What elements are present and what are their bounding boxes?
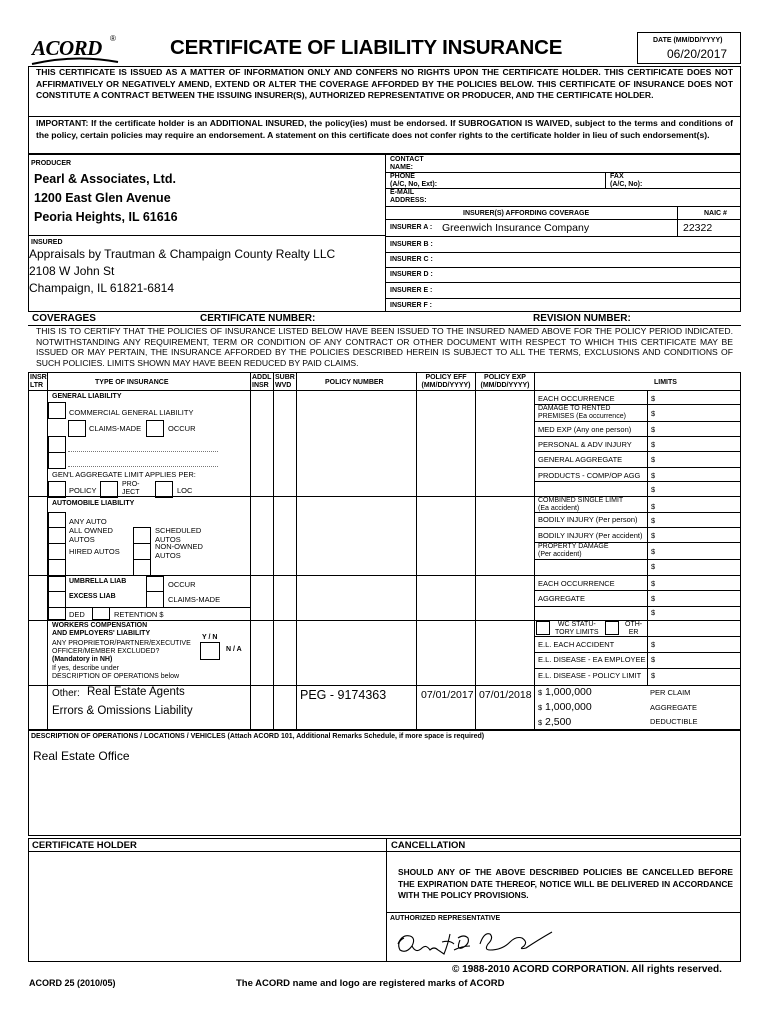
producer-line-2[interactable]: 1200 East Glen Avenue	[34, 191, 171, 205]
prop-2: OFFICER/MEMBER EXCLUDED?	[52, 648, 160, 655]
gl-claims-made-checkbox-1[interactable]	[68, 420, 86, 437]
insurer-a-name[interactable]: Greenwich Insurance Company	[442, 222, 590, 234]
other-exp-date[interactable]: 07/01/2018	[479, 689, 532, 701]
wc-describe	[52, 665, 179, 681]
dollar-2: $	[651, 409, 656, 418]
date-label: DATE (MM/DD/YYYY)	[653, 37, 723, 44]
important-text: IMPORTANT: If the certificate holder is an ADDITIONAL INSURED, the policy(ies) must be endorsed. If SUBROGATION IS WAIVED, subject to the terms and conditions of the policy, certain policies may require an endorsement. A statement on this certificate does not confer rights to the certificate holder in lieu of such endorsement(s).	[36, 118, 733, 140]
gl-blank-checkbox-2[interactable]	[48, 452, 66, 469]
wc-title-1: WORKERS COMPENSATION	[52, 622, 148, 629]
other-amount-2[interactable]: 1,000,000	[545, 701, 592, 713]
copyright: © 1988-2010 ACORD CORPORATION. All rights reserved.	[452, 964, 722, 975]
project-2: JECT	[122, 489, 140, 496]
excess-claims-made: CLAIMS-MADE	[168, 595, 221, 604]
gl-blank-checkbox-1[interactable]	[48, 436, 66, 453]
wc-other	[625, 621, 642, 637]
other-dollar-2: $	[538, 703, 543, 712]
insured-line-2[interactable]: 2108 W John St	[29, 264, 115, 278]
other-label: Other:	[52, 688, 80, 699]
contact-label-2: NAME:	[390, 164, 413, 171]
producer-label: PRODUCER	[31, 160, 72, 167]
fax-label	[610, 173, 642, 189]
limit-bi-accident: BODILY INJURY (Per accident)	[538, 531, 643, 540]
excess-liab: EXCESS LIAB	[69, 593, 116, 600]
auto-non-owned-checkbox[interactable]	[133, 543, 151, 560]
insurer-b-label: INSURER B :	[390, 241, 433, 248]
insurers-header: INSURER(S) AFFORDING COVERAGE	[463, 210, 590, 217]
limit-med-exp: MED EXP (Any one person)	[538, 425, 632, 434]
gl-occur: OCCUR	[168, 424, 196, 433]
col-addl	[252, 374, 271, 390]
gl-cgl: COMMERCIAL GENERAL LIABILITY	[69, 408, 194, 417]
non-owned-1: NON-OWNED	[155, 542, 203, 551]
all-owned-1: ALL OWNED	[69, 526, 113, 535]
email-label	[390, 189, 427, 205]
scheduled-2: AUTOS	[155, 534, 181, 544]
fax-label-2: (A/C, No):	[610, 181, 643, 188]
auto-any: ANY AUTO	[69, 517, 107, 526]
scheduled-1: SCHEDULED	[155, 526, 202, 535]
insr-2: LTR	[30, 382, 44, 389]
other-line-2[interactable]: Errors & Omissions Liability	[52, 705, 193, 717]
auto-hired: HIRED AUTOS	[69, 547, 120, 556]
insurer-a-naic[interactable]: 22322	[683, 222, 713, 234]
auto-hired-checkbox[interactable]	[48, 543, 66, 560]
insurer-f-label: INSURER F :	[390, 302, 432, 309]
col-exp	[477, 374, 533, 390]
dollar-15: $	[651, 608, 656, 617]
wc-statutory	[555, 621, 599, 637]
col-policy-number: POLICY NUMBER	[325, 379, 384, 386]
dollar-14: $	[651, 594, 656, 603]
pd-1: PROPERTY DAMAGE	[538, 543, 609, 550]
dollar-16: $	[651, 640, 656, 649]
gl-claims-made: CLAIMS-MADE	[89, 424, 142, 433]
other-amount-3[interactable]: 2,500	[545, 716, 572, 728]
combined-1: COMBINED SINGLE LIMIT	[538, 497, 624, 504]
coverages-text: THIS IS TO CERTIFY THAT THE POLICIES OF INSURANCE LISTED BELOW HAVE BEEN ISSUED TO THE INSURED NAMED ABOVE FOR THE POLICY PERIOD INDICATED. NOTWITHSTANDING ANY REQUIREMENT, TERM OR CONDITION OF ANY CONTRACT OR OTHER DOCUMENT WITH RESPECT TO WHICH THIS CERTIFICATE MAY BE ISSUED OR MAY PERTAIN, THE INSURANCE AFFORDED BY THE POLICIES DESCRIBED HEREIN IS SUBJECT TO ALL THE TERMS, EXCLUSIONS AND CONDITIONS OF SUCH POLICIES. LIMITS SHOWN MAY HAVE BEEN REDUCED BY PAID CLAIMS.	[36, 326, 733, 368]
subr-2: WVD	[275, 382, 292, 389]
wc-yn: Y / N	[202, 634, 218, 641]
pd-2: (Per accident)	[538, 551, 582, 558]
insurer-c-label: INSURER C :	[390, 256, 433, 263]
wc-any-proprietor	[52, 640, 191, 656]
col-insr-ltr	[30, 374, 47, 390]
retention-label: RETENTION $	[114, 610, 164, 619]
insurer-e-label: INSURER E :	[390, 287, 433, 294]
limit-general-aggregate: GENERAL AGGREGATE	[538, 455, 623, 464]
limit-el-disease-policy: E.L. DISEASE - POLICY LIMIT	[538, 671, 642, 680]
form-id: ACORD 25 (2010/05)	[29, 978, 116, 988]
form-title: CERTIFICATE OF LIABILITY INSURANCE	[170, 36, 563, 59]
damage-2: PREMISES (Ea occurrence)	[538, 413, 626, 420]
gl-loc: LOC	[177, 486, 193, 495]
col-type: TYPE OF INSURANCE	[95, 379, 169, 386]
dollar-17: $	[651, 655, 656, 664]
auto-blank-checkbox-2[interactable]	[133, 559, 151, 576]
phone-label	[390, 173, 437, 189]
description-label: DESCRIPTION OF OPERATIONS / LOCATIONS / VEHICLES (Attach ACORD 101, Additional Remarks Schedule, if more space is required)	[31, 733, 485, 740]
disclaimer-text: THIS CERTIFICATE IS ISSUED AS A MATTER OF INFORMATION ONLY AND CONFERS NO RIGHTS UPON THE CERTIFICATE HOLDER. THIS CERTIFICATE DOES NOT AFFIRMATIVELY OR NEGATIVELY AMEND, EXTEND OR ALTER THE COVERAGE AFFORDED BY THE POLICIES BELOW. THIS CERTIFICATE OF INSURANCE DOES NOT CONSTITUTE A CONTRACT BETWEEN THE ISSUING INSURER(S), AUTHORIZED REPRESENTATIVE OR PRODUCER, AND THE CERTIFICATE HOLDER.	[36, 67, 733, 100]
wc-other-checkbox[interactable]	[605, 621, 619, 635]
limit-bi-person: BODILY INJURY (Per person)	[538, 515, 638, 524]
dollar-12: $	[651, 562, 656, 571]
oth-2: ER	[628, 629, 639, 636]
gl-project	[122, 481, 140, 497]
describe-1: If yes, describe under	[52, 665, 119, 672]
limit-el-disease-employee: E.L. DISEASE - EA EMPLOYEE	[538, 655, 646, 664]
statu-2: TORY LIMITS	[555, 629, 599, 636]
col-subr	[275, 374, 295, 390]
limit-umbrella-each-occurrence: EACH OCCURRENCE	[538, 579, 615, 588]
limit-each-occurrence: EACH OCCURRENCE	[538, 394, 615, 403]
eff-2: (MM/DD/YYYY)	[421, 382, 471, 389]
producer-line-3[interactable]: Peoria Heights, IL 61616	[34, 210, 178, 224]
certificate-number-label: CERTIFICATE NUMBER:	[200, 313, 316, 324]
acord-logo-text: ACORD	[32, 36, 102, 60]
other-eff-date[interactable]: 07/01/2017	[421, 689, 474, 701]
date-value[interactable]: 06/20/2017	[667, 47, 728, 61]
limit-el-each-accident: E.L. EACH ACCIDENT	[538, 640, 615, 649]
auto-all-owned-checkbox[interactable]	[48, 527, 66, 544]
describe-2: DESCRIPTION OF OPERATIONS below	[52, 673, 180, 680]
retention-checkbox[interactable]	[92, 607, 110, 620]
auto-scheduled-checkbox[interactable]	[133, 527, 151, 544]
limit-combined-single	[538, 497, 623, 513]
limit-products: PRODUCTS - COMP/OP AGG	[538, 471, 641, 480]
other-amount-1[interactable]: 1,000,000	[545, 686, 592, 698]
email-label-2: ADDRESS:	[390, 197, 427, 204]
addl-2: INSR	[252, 382, 269, 389]
exp-2: (MM/DD/YYYY)	[480, 382, 530, 389]
insurer-d-label: INSURER D :	[390, 271, 433, 278]
prop-1: ANY PROPRIETOR/PARTNER/EXECUTIVE	[52, 640, 191, 647]
other-dollar-3: $	[538, 718, 543, 727]
naic-label: NAIC #	[704, 210, 727, 217]
umbrella-liab: UMBRELLA LIAB	[69, 578, 127, 585]
auto-title: AUTOMOBILE LIABILITY	[52, 500, 135, 507]
gl-checkbox[interactable]	[48, 402, 66, 419]
other-dollar-1: $	[538, 688, 543, 697]
oth-1: OTH-	[625, 621, 643, 628]
revision-number-label: REVISION NUMBER:	[533, 313, 631, 324]
gl-policy: POLICY	[69, 486, 97, 495]
dollar-9: $	[651, 516, 656, 525]
dollar-18: $	[651, 671, 656, 680]
wc-mandatory: (Mandatory in NH)	[52, 656, 113, 663]
authorized-signature-icon[interactable]	[390, 924, 560, 958]
wc-title	[52, 622, 150, 638]
wc-na: N / A	[226, 646, 242, 653]
limit-personal-adv: PERSONAL & ADV INJURY	[538, 440, 632, 449]
limit-damage-rented	[538, 405, 626, 421]
dollar-3: $	[651, 425, 656, 434]
wc-title-2: AND EMPLOYERS' LIABILITY	[52, 630, 151, 637]
gl-title: GENERAL LIABILITY	[52, 393, 122, 400]
ded-label: DED	[69, 610, 85, 619]
dollar-7: $	[651, 485, 656, 494]
exp-1: POLICY EXP	[484, 374, 526, 381]
cancellation-label: CANCELLATION	[391, 840, 466, 851]
limit-property-damage	[538, 543, 609, 559]
project-1: PRO-	[122, 481, 140, 488]
dollar-4: $	[651, 440, 656, 449]
contact-name-label	[390, 156, 424, 172]
combined-2: (Ea accident)	[538, 505, 580, 512]
acord-logo	[30, 36, 120, 66]
coverages-label: COVERAGES	[32, 313, 96, 324]
insr-1: INSR	[30, 374, 47, 381]
limit-umbrella-aggregate: AGGREGATE	[538, 594, 585, 603]
fax-label-1: FAX	[610, 173, 624, 180]
ded-checkbox[interactable]	[48, 607, 66, 620]
producer-line-1[interactable]: Pearl & Associates, Ltd.	[34, 172, 176, 186]
non-owned-2: AUTOS	[155, 550, 181, 560]
dollar-6: $	[651, 471, 656, 480]
insurer-a-label: INSURER A :	[390, 224, 433, 231]
trademark: The ACORD name and logo are registered marks of ACORD	[236, 978, 505, 989]
gl-aggregate-applies: GEN'L AGGREGATE LIMIT APPLIES PER:	[52, 470, 196, 479]
phone-label-2: (A/C, No, Ext):	[390, 181, 438, 188]
auto-all-owned	[69, 527, 113, 544]
gl-occur-checkbox[interactable]	[146, 420, 164, 437]
statu-1: WC STATU-	[557, 621, 596, 628]
damage-1: DAMAGE TO RENTED	[538, 405, 611, 412]
other-line-1[interactable]: Real Estate Agents	[87, 686, 185, 698]
wc-statutory-checkbox[interactable]	[536, 621, 550, 635]
description-box	[28, 730, 741, 836]
other-label-2: AGGREGATE	[650, 703, 697, 712]
auto-non-owned	[155, 543, 203, 560]
insured-label: INSURED	[31, 239, 63, 246]
email-label-1: E-MAIL	[390, 189, 415, 196]
other-label-3: DEDUCTIBLE	[650, 717, 698, 726]
eff-1: POLICY EFF	[425, 374, 467, 381]
insured-line-3[interactable]: Champaign, IL 61821-6814	[29, 281, 174, 295]
contact-label-1: CONTACT	[390, 156, 424, 163]
dollar-1: $	[651, 394, 656, 403]
authorized-rep-label: AUTHORIZED REPRESENTATIVE	[390, 915, 501, 922]
other-policy-number[interactable]: PEG - 9174363	[300, 688, 387, 702]
subr-1: SUBR	[275, 374, 295, 381]
certificate-holder-label: CERTIFICATE HOLDER	[32, 840, 137, 851]
date-box	[637, 32, 741, 64]
dollar-10: $	[651, 531, 656, 540]
phone-label-1: PHONE	[390, 173, 415, 180]
cancellation-text: SHOULD ANY OF THE ABOVE DESCRIBED POLICIES BE CANCELLED BEFORE THE EXPIRATION DATE THEREOF, NOTICE WILL BE DELIVERED IN ACCORDANCE WITH THE POLICY PROVISIONS.	[398, 867, 733, 900]
dollar-8: $	[651, 502, 656, 511]
addl-1: ADDL	[252, 374, 272, 381]
all-owned-2: AUTOS	[69, 534, 95, 544]
insured-line-1[interactable]: Appraisals by Trautman & Champaign County Realty LLC	[29, 247, 336, 261]
wc-excluded-checkbox[interactable]	[200, 642, 220, 660]
other-label-1: PER CLAIM	[650, 688, 691, 697]
col-limits: LIMITS	[654, 379, 677, 386]
dollar-5: $	[651, 455, 656, 464]
registered-mark: ®	[110, 34, 116, 43]
dollar-11: $	[651, 547, 656, 556]
description-value[interactable]: Real Estate Office	[33, 749, 130, 763]
auto-blank-checkbox-1[interactable]	[48, 559, 66, 576]
umbrella-occur: OCCUR	[168, 580, 196, 589]
excess-checkbox[interactable]	[48, 591, 66, 608]
col-eff	[418, 374, 474, 390]
dollar-13: $	[651, 579, 656, 588]
excess-claims-made-checkbox[interactable]	[146, 591, 164, 608]
